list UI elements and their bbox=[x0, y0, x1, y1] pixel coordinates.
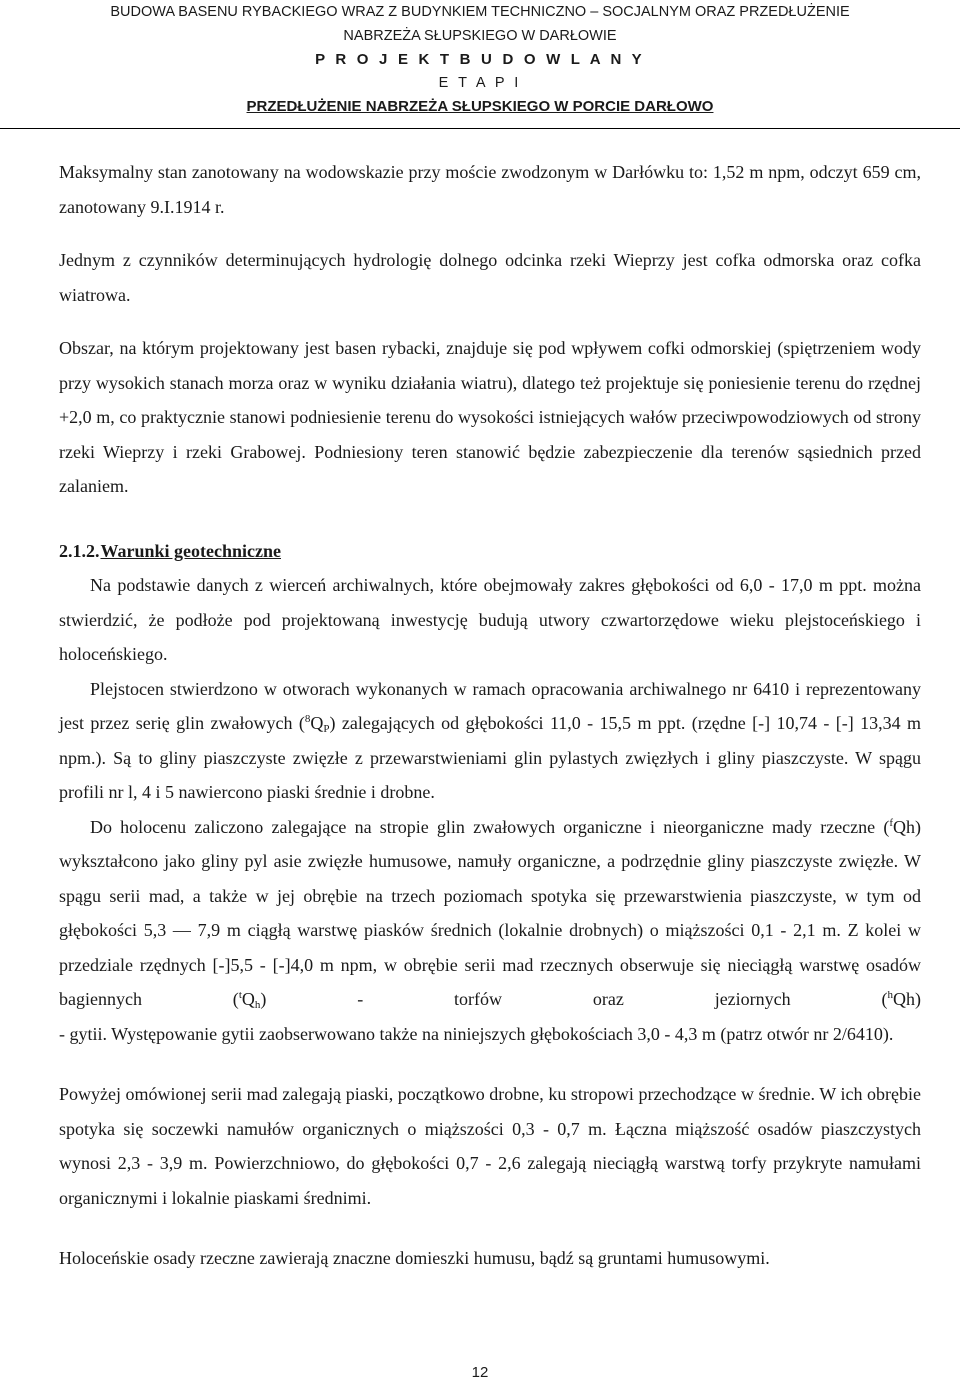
header-title-line-1: BUDOWA BASENU RYBACKIEGO WRAZ Z BUDYNKIEM TECHNICZNO – SOCJALNYM ORAZ PRZEDŁUŻENIE bbox=[110, 4, 850, 20]
header-subtitle: PRZEDŁUŻENIE NABRZEŻA SŁUPSKIEGO W PORCIE DARŁOWO bbox=[246, 98, 714, 115]
section-title: Warunki geotechniczne bbox=[100, 540, 281, 561]
section-heading bbox=[59, 534, 921, 569]
document-header bbox=[0, 0, 960, 119]
paragraph-flood-area: Obszar, na którym projektowany jest basen rybacki, znajduje się pod wpływem cofki odmorskiej (spiętrzeniem wody przy wysokich stanach morza oraz w wyniku działania wiatru), dlatego też projektuje się poniesienie terenu do rzędnej +2,0 m, co praktycznie stanowi podniesienie terenu do wysokości istniejących wałów przeciwpowodziowych od strony rzeki Wieprzy i rzeki Grabowej. Podniesiony teren stanowić będzie zabezpieczenie dla terenów sąsiednich przed zalaniem. bbox=[59, 338, 921, 496]
header-project-type: P R O J E K T B U D O W L A N Y bbox=[315, 51, 645, 68]
paragraph-holocene-deposits: Holoceńskie osady rzeczne zawierają znaczne domieszki humusu, bądź są gruntami humusowymi. bbox=[59, 1248, 770, 1268]
section-number: 2.1.2. bbox=[59, 540, 100, 561]
paragraph-geotech-intro: Na podstawie danych z wierceń archiwalnych, które obejmowały zakres głębokości od 6,0 - 17,0 m ppt. można stwierdzić, że podłoże pod projektowaną inwestycję budują utwory czwartorzędowe wieku plejstoceńskiego i holoceńskiego. bbox=[59, 575, 921, 664]
document-body bbox=[59, 155, 921, 1276]
header-divider bbox=[0, 128, 960, 129]
header-title-line-2: NABRZEŻA SŁUPSKIEGO W DARŁOWIE bbox=[343, 27, 617, 44]
paragraph-gyttja: - gytii. Występowanie gytii zaobserwowano także na niniejszych głębokościach 3,0 - 4,3 m (patrz otwór nr 2/6410). bbox=[59, 1023, 894, 1044]
paragraph-pleistocene: Plejstocen stwierdzono w otworach wykonanych w ramach opracowania archiwalnego nr 6410 i reprezentowany jest przez serię glin zwałowych $(^8Q_P)$ zalegających od głębokości 11,0 - 15,5 m ppt. (rzędne [-] 10,74 - [-] 13,34 m npm.). Są to gliny piaszczyste zwięzłe z przewarstwieniami glin pylastych zwięzłych i gliny piaszczyste. W spągu profili nr l, 4 i 5 nawiercono piaski średnie i drobne. bbox=[59, 678, 921, 802]
header-stage: E T A P I bbox=[438, 74, 522, 91]
paragraph-holocene: Do holocenu zaliczono zalegające na stropie glin zwałowych organiczne i nieorganiczne mady rzeczne ($^f$Qh) wykształcono jako gliny pyl asie zwięzłe humusowe, namuły organiczne, a podrzędnie gliny piaszczyste zwięzłe. W spągu serii mad, a także w jej obrębie na trzech poziomach spotyka się przewarstwienia piaszczyste, w tym od głębokości 5,3 — 7,9 m ciągłą warstwę piasków średnich (lokalnie drobnych) o miąższości 0,1 - 2,1 m. Z kolei w przedziale rzędnych [-]5,5 - [-]4,0 m npm, w obrębie serii mad rzecznych obserwuje się nieciągłą warstwę osadów bagiennych $(^tQ_h)$ - torfów oraz jeziornych ($^h$Qh) bbox=[59, 816, 921, 1011]
page-number: 12 bbox=[471, 1364, 489, 1381]
paragraph-max-water-level: Maksymalny stan zanotowany na wodowskazie przy moście zwodzonym w Darłówku to: 1,52 m npm, odczyt 659 cm, zanotowany 9.I.1914 r. bbox=[59, 162, 921, 217]
paragraph-sands: Powyżej omówionej serii mad zalegają piaski, początkowo drobne, ku stropowi przechodzące w średnie. W ich obrębie spotyka się soczewki namułów organicznych o miąższości 0,3 - 0,7 m. Łączna miąższość osadów piaszczystych wynosi 2,3 - 3,9 m. Powierzchniowo, do głębokości 0,7 - 2,6 zalegają nieciągłą warstwą torfy przykryte namułami organicznymi i lokalnie piaskami średnimi. bbox=[59, 1084, 921, 1208]
paragraph-hydrology: Jednym z czynników determinujących hydrologię dolnego odcinka rzeki Wieprzy jest cofka odmorska oraz cofka wiatrowa. bbox=[59, 250, 921, 305]
